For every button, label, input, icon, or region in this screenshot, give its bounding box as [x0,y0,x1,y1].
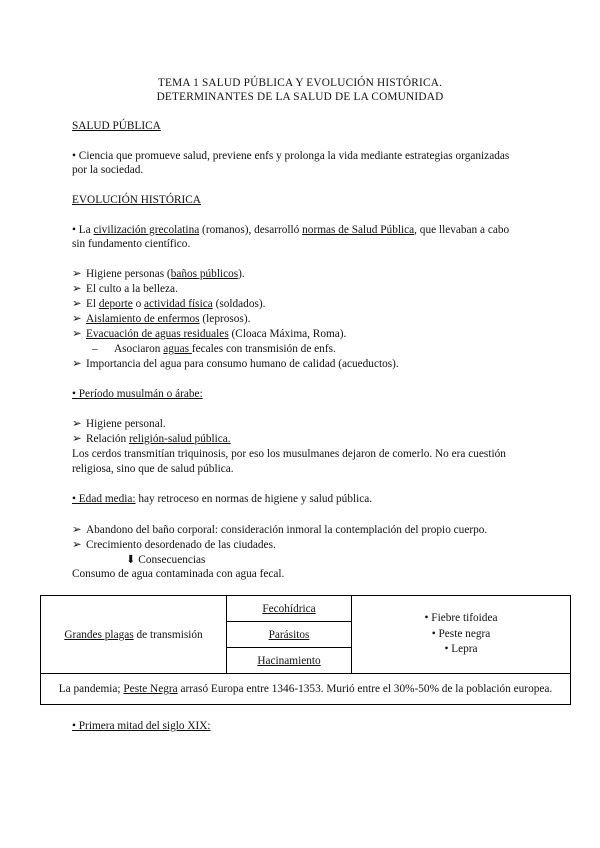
asociaron-pre: Asociaron [114,343,164,355]
greco-paragraph-line-1 [72,223,509,238]
arrow-bullet-icon: ➢ [72,268,82,280]
table-cell-parasitos [227,622,352,648]
dash-bullet: – [92,343,98,355]
musulman-text-line-1: Los cerdos transmitían triquinosis, por eso los musulmanes dejaron de comerlo. No era cuestión [72,448,506,460]
edad-media-paragraph [72,492,372,507]
list-item-higiene [72,267,245,282]
list-item-importancia [72,357,399,372]
greco-paragraph-line-2: sin fundamento científico. [72,238,191,250]
religion-salud-publica: religión-salud pública. [128,433,231,445]
parasitos: Parásitos [268,628,310,641]
list-subitem-asociaron [92,342,336,357]
down-arrow-icon: ⬇ [126,554,136,566]
deporte-pre: El [86,298,99,310]
disease-lepra: • Lepra [444,643,478,656]
aguas: aguas [163,343,192,355]
salud-publica-heading: SALUD PÚBLICA [72,120,161,132]
document-title-line-1: TEMA 1 SALUD PÚBLICA Y EVOLUCIÓN HISTÓRICA. [157,77,443,89]
relacion-pre: Relación [86,433,129,445]
deporte-mid: o [132,298,145,310]
pandemia-post: arrasó Europa entre 1346-1353. Murió entre el 30%-50% de la población europea. [177,683,553,695]
aislamiento-post: (leprosos). [199,313,251,325]
deporte: deporte [98,298,133,310]
arrow-bullet-icon: ➢ [72,328,82,340]
list-item-abandono [72,523,487,538]
deporte-post: (soldados). [212,298,266,310]
fecohidrica: Fecohídrica [262,602,316,615]
greco-end: , que llevaban a cabo [414,224,510,236]
table-cell-pandemia [41,674,571,705]
list-item-deporte [72,297,265,312]
arrow-bullet-icon: ➢ [72,298,82,310]
list-item-relacion [72,432,231,447]
hacinamiento: Hacinamiento [257,654,321,667]
asociaron-post: fecales con transmisión de enfs. [191,343,336,355]
consecuencias-line [126,553,205,568]
edad-media-heading: • Edad media: [72,493,136,505]
grandes-plagas: Grandes plagas [64,628,134,641]
musulman-text-line-2: religiosa, sino que de salud pública. [72,463,234,475]
normas-salud-publica: normas de Salud Pública [302,224,415,236]
disease-fiebre-tifoidea: • Fiebre tifoidea [424,612,498,625]
evacuacion-post: (Cloaca Máxima, Roma). [228,328,347,340]
table-cell-hacinamiento [227,648,352,674]
higiene-close: ). [238,268,245,280]
higiene-personal-text: Higiene personal. [86,418,166,430]
civilizacion-grecolatina: civilización grecolatina [93,224,200,236]
higiene-text: Higiene personas ( [86,268,171,280]
arrow-bullet-icon: ➢ [72,313,82,325]
table-cell-diseases [352,596,571,674]
pandemia-pre: La pandemia; [58,683,124,695]
arrow-bullet-icon: ➢ [72,524,82,536]
peste-negra: Peste Negra [123,683,178,695]
de-transmision: de transmisión [133,628,203,641]
arrow-bullet-icon: ➢ [72,358,82,370]
banos-publicos: baños públicos [170,268,239,280]
importancia-text: Importancia del agua para consumo humano de calidad (acueductos). [86,358,399,370]
edad-media-text: hay retroceso en normas de higiene y salud pública. [135,493,373,505]
consecuencias-text: Consecuencias [135,554,206,566]
culto-text: El culto a la belleza. [86,283,178,295]
table-cell-grandes-plagas [41,596,227,674]
list-item-crecimiento [72,538,276,553]
musulman-heading: • Período musulmán o árabe: [72,388,203,400]
disease-peste-negra: • Peste negra [431,627,491,640]
plagues-table [40,595,571,705]
arrow-bullet-icon: ➢ [72,539,82,551]
arrow-bullet-icon: ➢ [72,418,82,430]
consumo-text: Consumo de agua contaminada con agua fecal. [72,568,285,580]
arrow-bullet-icon: ➢ [72,433,82,445]
siglo-xix-heading: • Primera mitad del siglo XIX: [72,720,211,732]
salud-publica-text-line-1: • Ciencia que promueve salud, previene enfs y prolonga la vida mediante estrategias organizadas [72,150,510,162]
actividad-fisica: actividad física [144,298,213,310]
arrow-bullet-icon: ➢ [72,283,82,295]
list-item-higiene-personal [72,417,166,432]
aislamiento-enfermos: Aislamiento de enfermos [86,313,200,325]
abandono-text: Abandono del baño corporal: consideración inmoral la contemplación del propio cuerpo. [86,524,488,536]
evacuacion-aguas: Evacuación de aguas residuales [86,328,229,340]
crecimiento-text: Crecimiento desordenado de las ciudades. [86,539,276,551]
greco-mid: (romanos), desarrolló [199,224,303,236]
list-item-aislamiento [72,312,250,327]
list-item-evacuacion [72,327,346,342]
document-title-line-2: DETERMINANTES DE LA SALUD DE LA COMUNIDAD [156,91,444,103]
table-cell-fecohidrica [227,596,352,622]
list-item-culto [72,282,178,297]
salud-publica-text-line-2: por la sociedad. [72,164,144,176]
evolucion-heading: EVOLUCIÓN HISTÓRICA [72,194,201,206]
greco-prefix: • La [72,224,94,236]
